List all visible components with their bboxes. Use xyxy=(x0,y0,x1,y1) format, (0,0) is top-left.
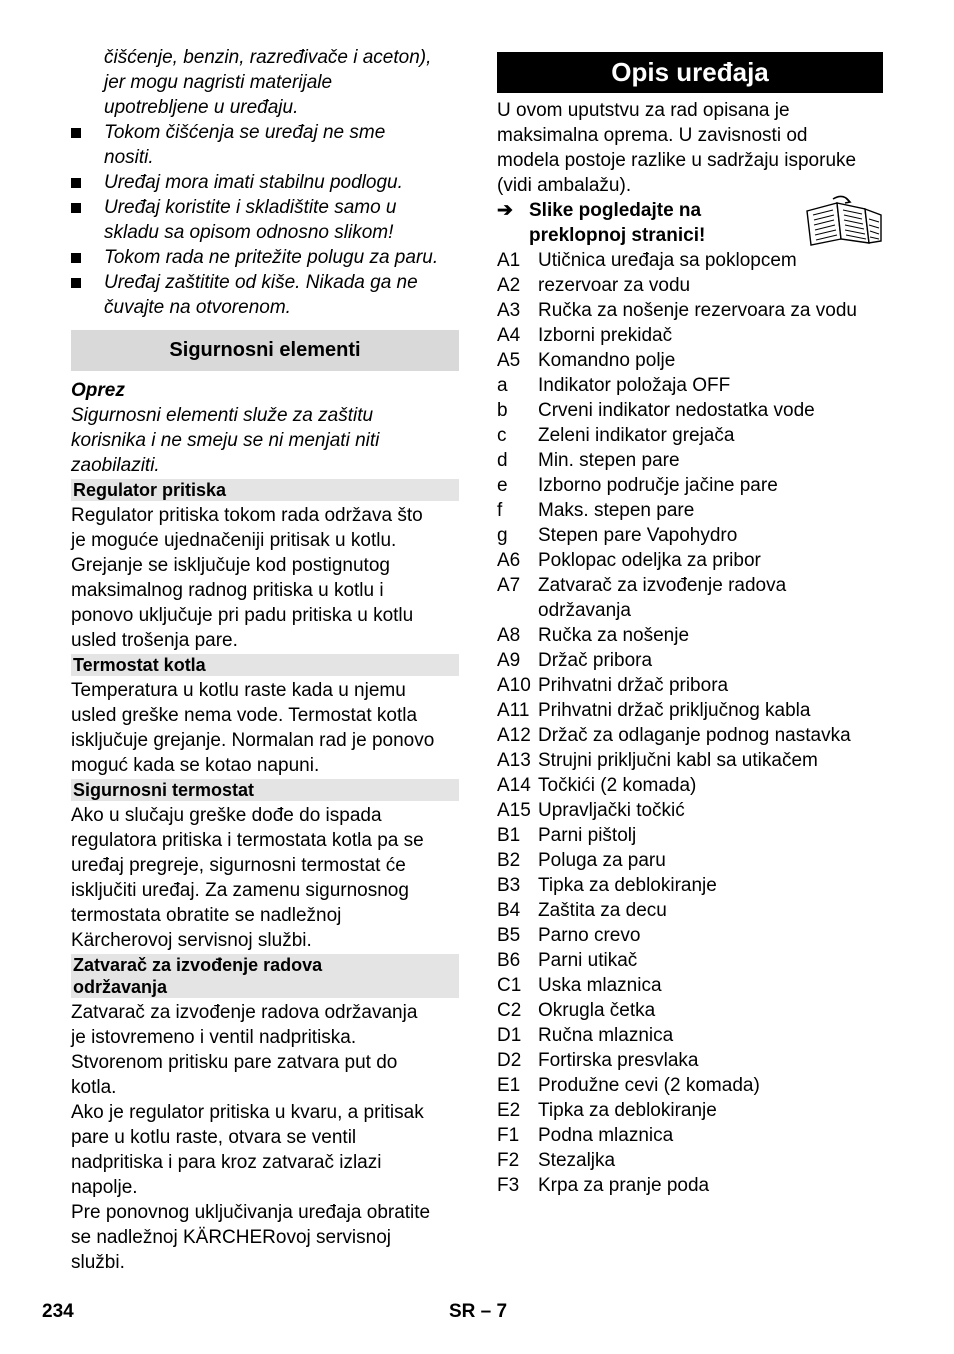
bullet-square-icon xyxy=(71,178,81,188)
item-label xyxy=(538,1048,883,1073)
list-item xyxy=(497,1173,883,1198)
text-line: Ručna mlaznica xyxy=(538,1025,674,1046)
item-code: B6 xyxy=(497,950,521,971)
item-code: F2 xyxy=(497,1150,520,1171)
text-line: Izborno područje jačine pare xyxy=(538,475,778,496)
item-code: B2 xyxy=(497,850,521,871)
text-line: Tipka za deblokiranje xyxy=(538,875,717,896)
text-line: Tipka za deblokiranje xyxy=(538,1100,717,1121)
list-item xyxy=(497,548,883,573)
item-code: A15 xyxy=(497,800,531,821)
list-item xyxy=(497,698,883,723)
text-line: regulatora pritiska i termostata kotla pa se xyxy=(71,830,424,851)
item-label xyxy=(538,498,883,523)
text-line: Držač za odlaganje podnog nastavka xyxy=(538,725,851,746)
list-item xyxy=(497,1098,883,1123)
item-code: d xyxy=(497,450,508,471)
item-label xyxy=(538,948,883,973)
item-code: D1 xyxy=(497,1025,522,1046)
text-line: Upravljački točkić xyxy=(538,800,685,821)
text-line: službi. xyxy=(71,1252,125,1273)
item-code: B4 xyxy=(497,900,521,921)
item-label xyxy=(538,523,883,548)
text-line: korisnika i ne smeju se ni menjati niti xyxy=(71,430,380,451)
text-line: Ručka za nošenje xyxy=(538,625,690,646)
item-label xyxy=(538,673,883,698)
list-item xyxy=(497,623,883,648)
bullet-continuation xyxy=(71,45,459,120)
text-line: nadpritiska i para kroz zatvarač izlazi xyxy=(71,1152,382,1173)
item-label xyxy=(538,548,883,573)
text-line: Utičnica uređaja sa poklopcem xyxy=(538,250,797,271)
text-line: U ovom uputstvu za rad opisana je xyxy=(497,100,790,121)
text-line: kotla. xyxy=(71,1077,117,1098)
list-item xyxy=(497,998,883,1023)
list-item xyxy=(497,1073,883,1098)
item-code: A7 xyxy=(497,575,521,596)
bullet-item xyxy=(71,245,459,270)
text-line: Strujni priključni kabl sa utikačem xyxy=(538,750,818,771)
text-line: Maks. stepen pare xyxy=(538,500,695,521)
item-code: A3 xyxy=(497,300,521,321)
item-code: F1 xyxy=(497,1125,520,1146)
item-label xyxy=(538,1148,883,1173)
text-line: usled trošenja pare. xyxy=(71,630,238,651)
text-line: napolje. xyxy=(71,1177,138,1198)
section-heading: Sigurnosni elementi xyxy=(71,330,459,371)
list-item xyxy=(497,1023,883,1048)
item-label xyxy=(538,1098,883,1123)
list-item xyxy=(497,423,883,448)
list-item xyxy=(497,723,883,748)
text-line: Zaštita za decu xyxy=(538,900,667,921)
page-number: 234 xyxy=(42,1301,74,1322)
list-item xyxy=(497,1048,883,1073)
text-line: Stezaljka xyxy=(538,1150,616,1171)
list-item xyxy=(497,298,883,323)
list-item xyxy=(497,273,883,298)
item-code: A9 xyxy=(497,650,521,671)
item-label xyxy=(538,898,883,923)
text-line: Tokom čišćenja se uređaj ne sme xyxy=(104,122,386,143)
list-item xyxy=(497,323,883,348)
text-line: Ako u slučaju greške dođe do ispada xyxy=(71,805,382,826)
text-line: moguć kada se kotao napuni. xyxy=(71,755,320,776)
subsection-heading xyxy=(71,479,459,501)
text-line: skladu sa opisom odnosno slikom! xyxy=(104,222,394,243)
item-code: A1 xyxy=(497,250,521,271)
item-label xyxy=(538,273,883,298)
text-line: Zatvarač za izvođenje radova održavanja xyxy=(71,1002,418,1023)
text-line: Ručka za nošenje rezervoara za vodu xyxy=(538,300,857,321)
list-item xyxy=(497,848,883,873)
list-item xyxy=(497,348,883,373)
bullet-item xyxy=(71,170,459,195)
item-label xyxy=(538,923,883,948)
text-line: Uređaj zaštitite od kiše. Nikada ga ne xyxy=(104,272,418,293)
item-code: A14 xyxy=(497,775,531,796)
heading-line: Termostat kotla xyxy=(73,655,206,675)
item-label xyxy=(538,373,883,398)
list-item xyxy=(497,573,883,623)
item-label xyxy=(538,1173,883,1198)
text-line: Izborni prekidač xyxy=(538,325,673,346)
main-heading: Opis uređaja xyxy=(497,52,883,93)
item-code: B5 xyxy=(497,925,521,946)
text-line: je istovremeno i ventil nadpritiska. xyxy=(71,1027,357,1048)
text-line: Ako je regulator pritiska u kvaru, a pritisak xyxy=(71,1102,424,1123)
list-item xyxy=(497,898,883,923)
list-item xyxy=(497,923,883,948)
list-item xyxy=(497,748,883,773)
text-line: se nadležnoj KÄRCHERovoj servisnoj xyxy=(71,1227,391,1248)
list-item xyxy=(497,523,883,548)
heading-line: Zatvarač za izvođenje radova xyxy=(73,955,323,975)
bullet-square-icon xyxy=(71,203,81,213)
item-label xyxy=(538,1023,883,1048)
list-item xyxy=(497,823,883,848)
text-line: (vidi ambalažu). xyxy=(497,175,632,196)
text-line: Zatvarač za izvođenje radova xyxy=(538,575,787,596)
item-label xyxy=(538,323,883,348)
subsection-heading xyxy=(71,779,459,801)
item-code: A4 xyxy=(497,325,521,346)
text-line: Stepen pare Vapohydro xyxy=(538,525,738,546)
text-line: održavanja xyxy=(538,600,631,621)
text-line: uređaj pregreje, sigurnosni termostat će xyxy=(71,855,406,876)
section-page-label: SR – 7 xyxy=(449,1301,508,1322)
item-code: A6 xyxy=(497,550,521,571)
list-item xyxy=(497,398,883,423)
list-item xyxy=(497,673,883,698)
text-line: Parni pištolj xyxy=(538,825,637,846)
text-line: Uređaj mora imati stabilnu podlogu. xyxy=(104,172,403,193)
text-line: rezervoar za vodu xyxy=(538,275,691,296)
text-line: zaobilaziti. xyxy=(71,455,160,476)
list-item xyxy=(497,773,883,798)
text-line: maksimalnog radnog pritiska u kotlu i xyxy=(71,580,384,601)
text-line: Podna mlaznica xyxy=(538,1125,674,1146)
list-item xyxy=(497,248,883,273)
caution-title: Oprez xyxy=(71,380,125,401)
text-line: Točkići (2 komada) xyxy=(538,775,697,796)
item-label xyxy=(538,1123,883,1148)
list-item xyxy=(497,798,883,823)
item-code: A13 xyxy=(497,750,531,771)
item-label xyxy=(538,623,883,648)
text-line: Komandno polje xyxy=(538,350,676,371)
text-line: Indikator položaja OFF xyxy=(538,375,731,396)
text-line: je moguće ujednačeniji pritisak u kotlu. xyxy=(71,530,397,551)
text-line: Krpa za pranje poda xyxy=(538,1175,710,1196)
item-label xyxy=(538,998,883,1023)
list-item xyxy=(497,473,883,498)
text-line: Fortirska presvlaka xyxy=(538,1050,699,1071)
text-line: termostata obratite se nadležnoj xyxy=(71,905,342,926)
item-code: B1 xyxy=(497,825,521,846)
intro-text xyxy=(497,98,883,198)
item-code: F3 xyxy=(497,1175,520,1196)
text-line: isključuje grejanje. Normalan rad je ponovo xyxy=(71,730,435,751)
item-label xyxy=(538,848,883,873)
text-line: Grejanje se isključuje kod postignutog xyxy=(71,555,390,576)
text-line: Poklopac odeljka za pribor xyxy=(538,550,761,571)
list-item xyxy=(497,448,883,473)
text-line: Zeleni indikator grejača xyxy=(538,425,735,446)
item-code: B3 xyxy=(497,875,521,896)
item-label xyxy=(538,573,883,623)
list-item xyxy=(497,973,883,998)
heading-line: održavanja xyxy=(73,977,168,997)
item-label xyxy=(538,398,883,423)
item-label xyxy=(538,873,883,898)
text-line: ponovo uključuje pri padu pritiska u kotlu xyxy=(71,605,414,626)
text-line: Parno crevo xyxy=(538,925,641,946)
item-label xyxy=(538,973,883,998)
bullet-item xyxy=(71,195,459,245)
bullet-item xyxy=(71,120,459,170)
text-line: pare u kotlu raste, otvara se ventil xyxy=(71,1127,357,1148)
item-label xyxy=(538,773,883,798)
list-item xyxy=(497,1148,883,1173)
list-item xyxy=(497,498,883,523)
text-line: upotrebljene u uređaju. xyxy=(104,97,299,118)
text-line: Uređaj koristite i skladištite samo u xyxy=(104,197,397,218)
item-code: A8 xyxy=(497,625,521,646)
item-code: A2 xyxy=(497,275,521,296)
text-line: usled greške nema vode. Termostat kotla xyxy=(71,705,418,726)
item-code: c xyxy=(497,425,507,446)
item-code: f xyxy=(497,500,503,521)
subsection-heading xyxy=(71,654,459,676)
text-line: isključiti uređaj. Za zamenu sigurnosnog xyxy=(71,880,409,901)
caution-text xyxy=(71,403,459,478)
text-line: Slike pogledajte na xyxy=(529,200,702,221)
item-label xyxy=(538,473,883,498)
text-line: Uska mlaznica xyxy=(538,975,662,996)
parts-list xyxy=(497,248,883,1198)
item-label xyxy=(538,748,883,773)
text-line: modela postoje razlike u sadržaju isporuke xyxy=(497,150,857,171)
item-code: b xyxy=(497,400,508,421)
bullet-square-icon xyxy=(71,278,81,288)
text-line: nositi. xyxy=(104,147,154,168)
heading-line: Sigurnosni termostat xyxy=(73,780,255,800)
item-label xyxy=(538,823,883,848)
list-item xyxy=(497,373,883,398)
item-code: D2 xyxy=(497,1050,522,1071)
item-code: A11 xyxy=(497,700,530,721)
item-code: E2 xyxy=(497,1100,521,1121)
text-line: Prihvatni držač pribora xyxy=(538,675,729,696)
subsection-heading xyxy=(71,954,459,998)
item-code: g xyxy=(497,525,508,546)
item-code: A10 xyxy=(497,675,531,696)
text-line: jer mogu nagristi materijale xyxy=(104,72,333,93)
heading-line: Regulator pritiska xyxy=(73,480,227,500)
subsection-body xyxy=(71,503,459,653)
text-line: Min. stepen pare xyxy=(538,450,680,471)
bullet-square-icon xyxy=(71,253,81,263)
arrow-right-icon: ➔ xyxy=(497,200,513,221)
book-icon xyxy=(803,195,883,247)
item-label xyxy=(538,798,883,823)
item-label xyxy=(538,1073,883,1098)
text-line: preklopnoj stranici! xyxy=(529,225,706,246)
item-label xyxy=(538,648,883,673)
text-line: čišćenje, benzin, razređivače i aceton), xyxy=(104,47,432,68)
subsection-body xyxy=(71,1000,459,1275)
bullet-square-icon xyxy=(71,128,81,138)
text-line: Crveni indikator nedostatka vode xyxy=(538,400,815,421)
list-item xyxy=(497,648,883,673)
item-code: C1 xyxy=(497,975,522,996)
item-code: a xyxy=(497,375,508,396)
text-line: maksimalna oprema. U zavisnosti od xyxy=(497,125,808,146)
text-line: čuvajte na otvorenom. xyxy=(104,297,291,318)
item-code: e xyxy=(497,475,508,496)
subsection-body xyxy=(71,678,459,778)
item-code: C2 xyxy=(497,1000,522,1021)
right-column xyxy=(497,45,883,1198)
item-label xyxy=(538,348,883,373)
item-label xyxy=(538,248,883,273)
text-line: Kärcherovoj servisnoj službi. xyxy=(71,930,312,951)
text-line: Regulator pritiska tokom rada održava što xyxy=(71,505,423,526)
item-label xyxy=(538,298,883,323)
item-label xyxy=(538,723,883,748)
text-line: Temperatura u kotlu raste kada u njemu xyxy=(71,680,406,701)
list-item xyxy=(497,873,883,898)
text-line: Tokom rada ne pritežite polugu za paru. xyxy=(104,247,439,268)
text-line: Poluga za paru xyxy=(538,850,666,871)
text-line: Prihvatni držač priključnog kabla xyxy=(538,700,811,721)
list-item xyxy=(497,948,883,973)
item-code: E1 xyxy=(497,1075,521,1096)
text-line: Parni utikač xyxy=(538,950,638,971)
text-line: Pre ponovnog uključivanja uređaja obratite xyxy=(71,1202,431,1223)
text-line: Okrugla četka xyxy=(538,1000,656,1021)
see-foldout-reference xyxy=(497,198,759,248)
list-item xyxy=(497,1123,883,1148)
text-line: Stvorenom pritisku pare zatvara put do xyxy=(71,1052,398,1073)
item-label xyxy=(538,423,883,448)
item-code: A12 xyxy=(497,725,531,746)
bullet-item xyxy=(71,270,459,320)
item-label xyxy=(538,448,883,473)
text-line: Sigurnosni elementi služe za zaštitu xyxy=(71,405,374,426)
item-label xyxy=(538,698,883,723)
subsection-body xyxy=(71,803,459,953)
left-column xyxy=(71,45,459,1275)
text-line: Produžne cevi (2 komada) xyxy=(538,1075,760,1096)
text-line: Držač pribora xyxy=(538,650,653,671)
item-code: A5 xyxy=(497,350,521,371)
